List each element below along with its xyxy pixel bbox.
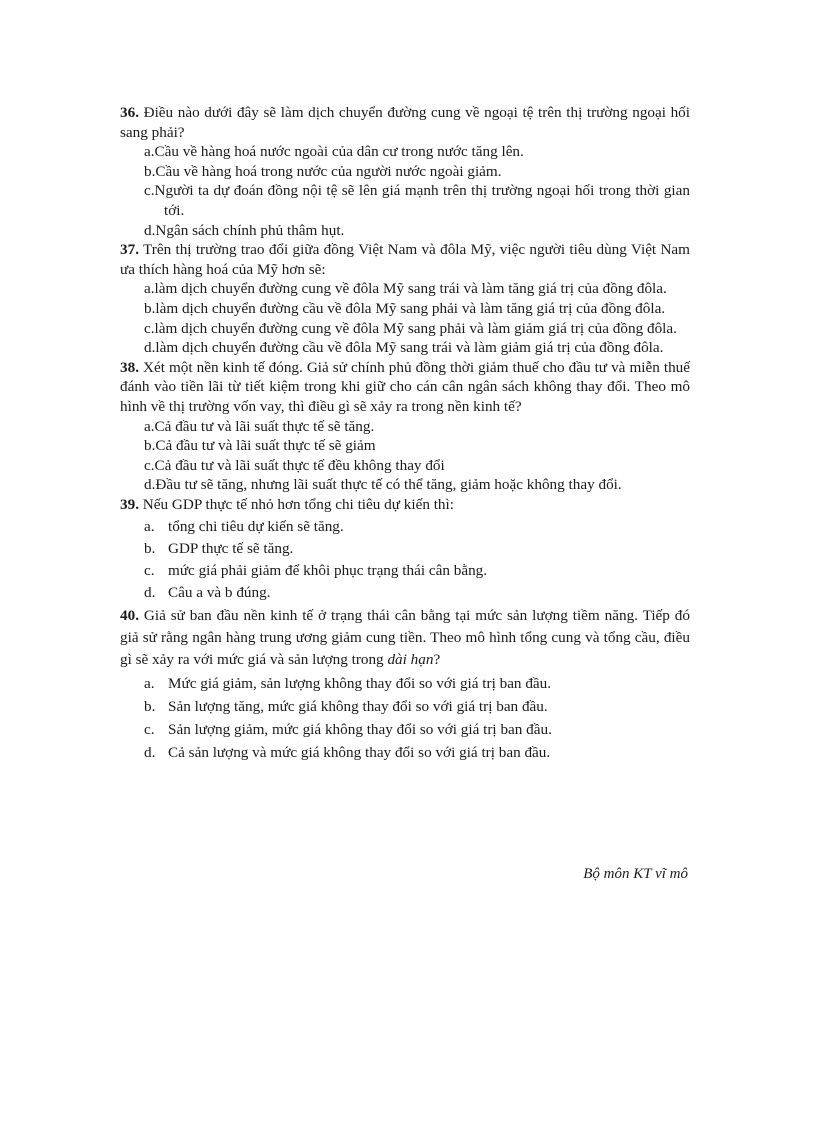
question-number: 38. xyxy=(120,358,139,376)
option-37b: b.làm dịch chuyển đường cầu về đôla Mỹ sang phải và làm tăng giá trị của đồng đôla. xyxy=(144,299,666,317)
option-37a: a.làm dịch chuyển đường cung về đôla Mỹ sang trái và làm tăng giá trị của đồng đôla. xyxy=(144,280,667,298)
option-40b xyxy=(144,697,690,716)
question-number: 39. xyxy=(120,495,139,513)
option-text: Mức giá giảm, sản lượng không thay đổi so với giá trị ban đầu. xyxy=(168,675,552,693)
question-number: 36. xyxy=(120,104,139,121)
option-text: Câu a và b đúng. xyxy=(168,584,271,602)
option-text: Sản lượng giảm, mức giá không thay đổi so với giá trị ban đầu. xyxy=(168,721,552,739)
option-36b: b.Cầu về hàng hoá trong nước của người nước ngoài giảm. xyxy=(144,162,502,180)
option-36a: a.Cầu về hàng hoá nước ngoài của dân cư trong nước tăng lên. xyxy=(144,143,524,161)
option-39b xyxy=(144,539,690,558)
option-text: Sản lượng tăng, mức giá không thay đổi so với giá trị ban đầu. xyxy=(168,698,548,716)
question-text: Điều nào dưới đây sẽ làm dịch chuyển đường cung về ngoại tệ trên thị trường ngoại hối sang phải? xyxy=(120,104,690,141)
option-label: b. xyxy=(144,698,156,716)
option-36d: d.Ngân sách chính phủ thâm hụt. xyxy=(144,221,345,239)
option-40a xyxy=(144,674,690,693)
option-37c: c.làm dịch chuyển đường cung về đôla Mỹ sang phải và làm giảm giá trị của đồng đôla. xyxy=(144,319,677,337)
question-number: 40. xyxy=(120,607,139,625)
option-38a: a.Cả đầu tư và lãi suất thực tế sẽ tăng. xyxy=(144,417,375,435)
option-38d: d.Đầu tư sẽ tăng, nhưng lãi suất thực tế có thể tăng, giảm hoặc không thay đổi. xyxy=(144,476,622,494)
question-39 xyxy=(120,495,690,515)
question-emphasis: dài hạn xyxy=(387,651,434,669)
question-number: 37. xyxy=(120,241,139,259)
question-text: Nếu GDP thực tế nhỏ hơn tổng chi tiêu dự kiến thì: xyxy=(138,495,454,513)
department-signature: Bộ môn KT vĩ mô xyxy=(583,866,688,882)
question-38 xyxy=(120,358,690,417)
option-text: Cả sản lượng và mức giá không thay đổi so với giá trị ban đầu. xyxy=(168,744,551,762)
question-40 xyxy=(120,605,690,671)
option-38b: b.Cả đầu tư và lãi suất thực tế sẽ giảm xyxy=(144,437,376,455)
option-40d xyxy=(144,743,690,762)
option-text: mức giá phải giảm để khôi phục trạng thái cân bằng. xyxy=(168,562,488,580)
question-37 xyxy=(120,240,690,279)
option-label: a. xyxy=(144,675,155,693)
question-36 xyxy=(120,103,690,142)
option-label: d. xyxy=(144,744,156,762)
exam-page xyxy=(120,103,690,766)
option-39d xyxy=(144,583,690,602)
option-text: GDP thực tế sẽ tăng. xyxy=(168,540,294,558)
option-label: a. xyxy=(144,518,155,536)
question-text: Giả sử ban đầu nền kinh tế ở trạng thái cân bằng tại mức sản lượng tiềm năng. Tiếp đó giả sử rằng ngân hàng trung ương giảm cung tiền. Theo mô hình tổng cung và tổng cầu, điều gì sẽ xảy ra với mức giá và sản lượng trong xyxy=(120,607,690,669)
option-label: c. xyxy=(144,721,155,739)
question-tail: ? xyxy=(433,651,441,669)
option-37d: d.làm dịch chuyển đường cầu về đôla Mỹ sang trái và làm giảm giá trị của đồng đôla. xyxy=(144,339,664,357)
option-39c xyxy=(144,561,690,580)
option-label: c. xyxy=(144,562,155,580)
option-38c: c.Cả đầu tư và lãi suất thực tế đều không thay đổi xyxy=(144,456,445,474)
question-text: Xét một nền kinh tế đóng. Giả sử chính phủ đồng thời giảm thuế cho đầu tư và miễn thuế đánh vào tiền lãi từ tiết kiệm trong khi giữ cho cán cân ngân sách không thay đổi. Theo mô hình về thị trường vốn vay, thì điều gì sẽ xảy ra trong nền kinh tế? xyxy=(120,358,690,415)
option-36c: c.Người ta dự đoán đồng nội tệ sẽ lên giá mạnh trên thị trường ngoại hối trong thời gian tới. xyxy=(144,182,690,219)
option-text: tổng chi tiêu dự kiến sẽ tăng. xyxy=(168,518,344,536)
option-39a xyxy=(144,517,690,536)
question-text: Trên thị trường trao đổi giữa đồng Việt Nam và đôla Mỹ, việc người tiêu dùng Việt Nam ưa thích hàng hoá của Mỹ hơn sẽ: xyxy=(120,241,690,278)
option-40c xyxy=(144,720,690,739)
option-label: d. xyxy=(144,584,156,602)
option-label: b. xyxy=(144,540,156,558)
